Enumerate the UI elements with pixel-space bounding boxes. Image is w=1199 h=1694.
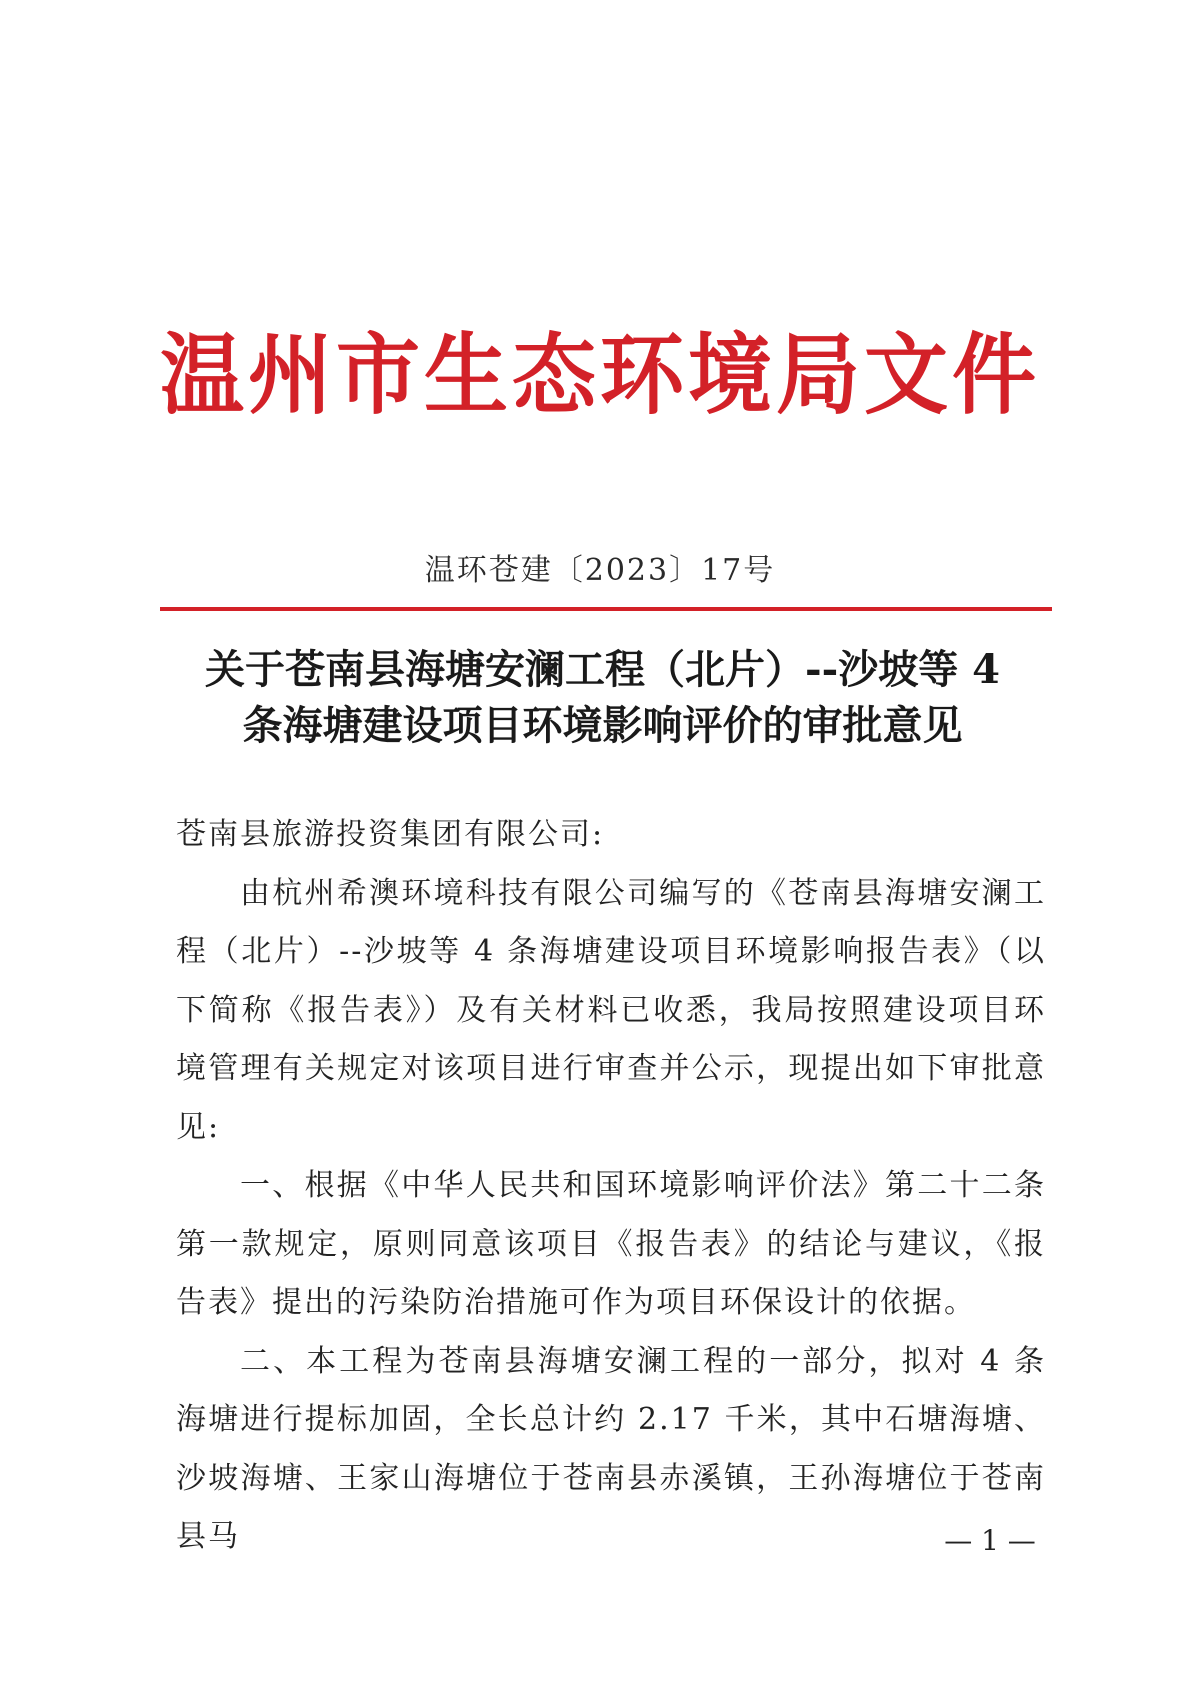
- body-paragraph: 一、根据《中华人民共和国环境影响评价法》第二十二条第一款规定，原则同意该项目《报告表》的结论与建议，《报告表》提出的污染防治措施可作为项目环保设计的依据。: [176, 1168, 1046, 1320]
- subject-line-1: 关于苍南县海塘安澜工程（北片）--沙坡等 4: [205, 646, 1000, 693]
- issuing-authority-title: 温州市生态环境局文件: [159, 322, 1040, 427]
- body-paragraph: 二、本工程为苍南县海塘安澜工程的一部分，拟对 4 条海塘进行提标加固，全长总计约 2.17 千米，其中石塘海塘、沙坡海塘、王家山海塘位于苍南县赤溪镇，王孙海塘位于苍南县马: [176, 1343, 1046, 1554]
- addressee: 苍南县旅游投资集团有限公司:: [176, 817, 605, 852]
- subject-line-2: 条海塘建设项目环境影响评价的审批意见: [242, 702, 963, 749]
- document-number: 温环苍建〔2023〕17号: [424, 553, 776, 588]
- document-body: [176, 806, 1046, 1567]
- red-divider-line: [160, 607, 1052, 611]
- page-number: — 1 —: [944, 1524, 1036, 1557]
- document-subject: [150, 642, 1055, 754]
- body-paragraph: 由杭州希澳环境科技有限公司编写的《苍南县海塘安澜工程（北片）--沙坡等 4 条海塘建设项目环境影响报告表》（以下简称《报告表》）及有关材料已收悉，我局按照建设项目环境管理有关规定对该项目进行审查并公示，现提出如下审批意见:: [176, 875, 1046, 1145]
